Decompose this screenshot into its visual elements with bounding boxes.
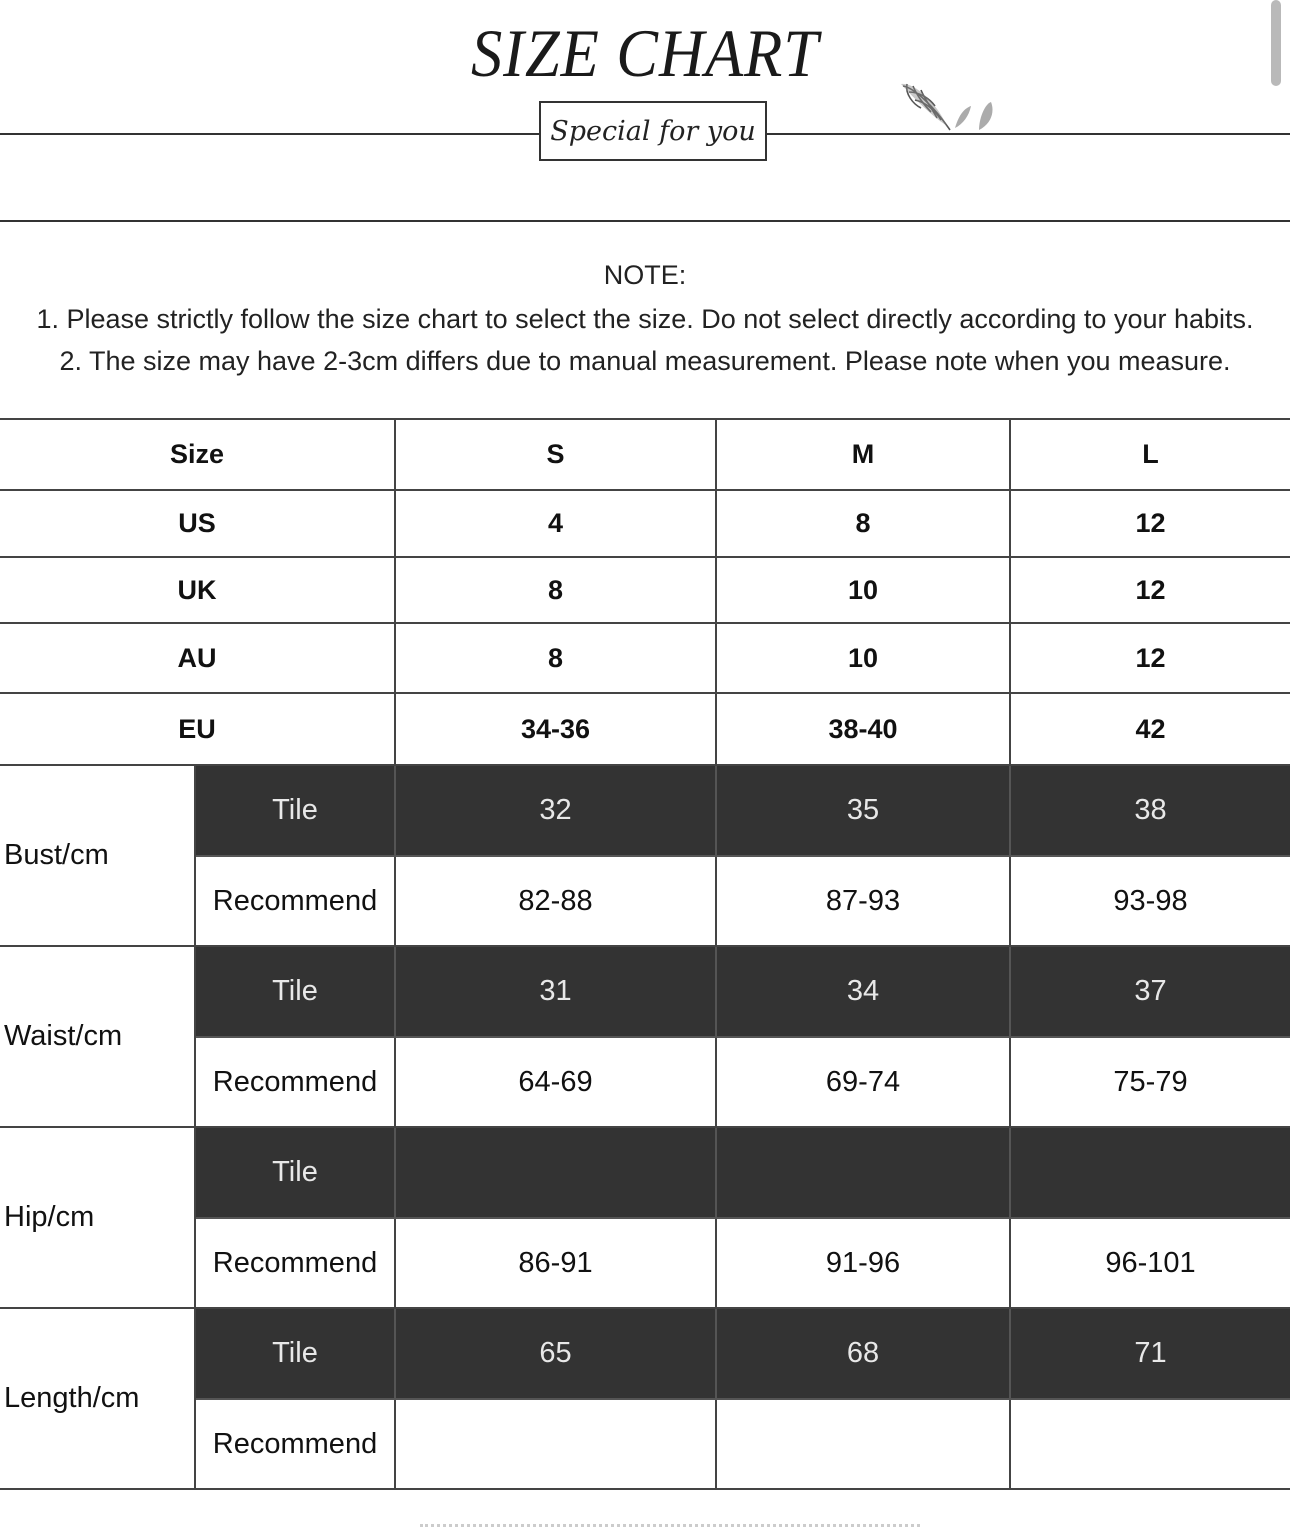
table-row xyxy=(0,1127,1290,1218)
recommend-value: 82-88 xyxy=(395,856,716,946)
recommend-label: Recommend xyxy=(195,1037,395,1127)
tile-value: 34 xyxy=(716,946,1010,1037)
size-header-m: M xyxy=(716,419,1010,490)
table-row xyxy=(0,557,1290,623)
title-divider-right xyxy=(767,133,1290,135)
tile-value xyxy=(395,1127,716,1218)
note-heading: NOTE: xyxy=(603,260,687,290)
tile-value: 65 xyxy=(395,1308,716,1399)
measurement-label-length: Length/cm xyxy=(0,1308,195,1489)
tile-label: Tile xyxy=(195,946,395,1037)
tile-label: Tile xyxy=(195,1308,395,1399)
tile-value: 32 xyxy=(395,765,716,856)
recommend-value xyxy=(1010,1399,1290,1489)
region-label: AU xyxy=(0,623,395,693)
tile-value: 71 xyxy=(1010,1308,1290,1399)
note-line-1: 1. Please strictly follow the size chart to select the size. Do not select directly according to your habits. xyxy=(36,304,1254,334)
table-header-row xyxy=(0,419,1290,490)
region-value: 12 xyxy=(1010,490,1290,557)
tile-value xyxy=(716,1127,1010,1218)
section-divider xyxy=(0,220,1290,222)
tile-label: Tile xyxy=(195,765,395,856)
title-divider-left xyxy=(0,133,539,135)
region-value: 8 xyxy=(395,557,716,623)
tile-label: Tile xyxy=(195,1127,395,1218)
tile-value: 37 xyxy=(1010,946,1290,1037)
page-title: SIZE CHART xyxy=(470,15,820,91)
feather-leaf-icon xyxy=(895,78,1005,136)
recommend-value: 96-101 xyxy=(1010,1218,1290,1308)
measurement-label-hip: Hip/cm xyxy=(0,1127,195,1308)
table-row xyxy=(0,765,1290,856)
table-row xyxy=(0,490,1290,557)
region-value: 12 xyxy=(1010,557,1290,623)
recommend-value: 93-98 xyxy=(1010,856,1290,946)
size-chart-table xyxy=(0,418,1290,1490)
region-value: 8 xyxy=(716,490,1010,557)
size-header-l: L xyxy=(1010,419,1290,490)
recommend-label: Recommend xyxy=(195,1218,395,1308)
region-label: UK xyxy=(0,557,395,623)
recommend-value: 75-79 xyxy=(1010,1037,1290,1127)
recommend-value xyxy=(716,1399,1010,1489)
table-row xyxy=(0,946,1290,1037)
region-value: 10 xyxy=(716,557,1010,623)
region-label: EU xyxy=(0,693,395,765)
region-value: 38-40 xyxy=(716,693,1010,765)
recommend-value: 64-69 xyxy=(395,1037,716,1127)
region-value: 12 xyxy=(1010,623,1290,693)
table-row xyxy=(0,1308,1290,1399)
measurement-label-bust: Bust/cm xyxy=(0,765,195,946)
recommend-value: 69-74 xyxy=(716,1037,1010,1127)
tile-value: 68 xyxy=(716,1308,1010,1399)
note-line-2: 2. The size may have 2-3cm differs due to manual measurement. Please note when you measure. xyxy=(59,346,1231,376)
recommend-value: 86-91 xyxy=(395,1218,716,1308)
scrollbar[interactable] xyxy=(1271,0,1281,86)
subtitle-badge: Special for you xyxy=(539,101,767,161)
tile-value: 38 xyxy=(1010,765,1290,856)
region-value: 42 xyxy=(1010,693,1290,765)
tile-value: 35 xyxy=(716,765,1010,856)
tile-value xyxy=(1010,1127,1290,1218)
recommend-label: Recommend xyxy=(195,1399,395,1489)
region-value: 10 xyxy=(716,623,1010,693)
size-header-label: Size xyxy=(0,419,395,490)
region-value: 8 xyxy=(395,623,716,693)
table-row xyxy=(0,693,1290,765)
recommend-value xyxy=(395,1399,716,1489)
region-value: 34-36 xyxy=(395,693,716,765)
tile-value: 31 xyxy=(395,946,716,1037)
region-label: US xyxy=(0,490,395,557)
region-value: 4 xyxy=(395,490,716,557)
size-header-s: S xyxy=(395,419,716,490)
recommend-value: 87-93 xyxy=(716,856,1010,946)
recommend-value: 91-96 xyxy=(716,1218,1010,1308)
recommend-label: Recommend xyxy=(195,856,395,946)
table-row xyxy=(0,623,1290,693)
measurement-label-waist: Waist/cm xyxy=(0,946,195,1127)
footer-divider xyxy=(420,1524,920,1538)
